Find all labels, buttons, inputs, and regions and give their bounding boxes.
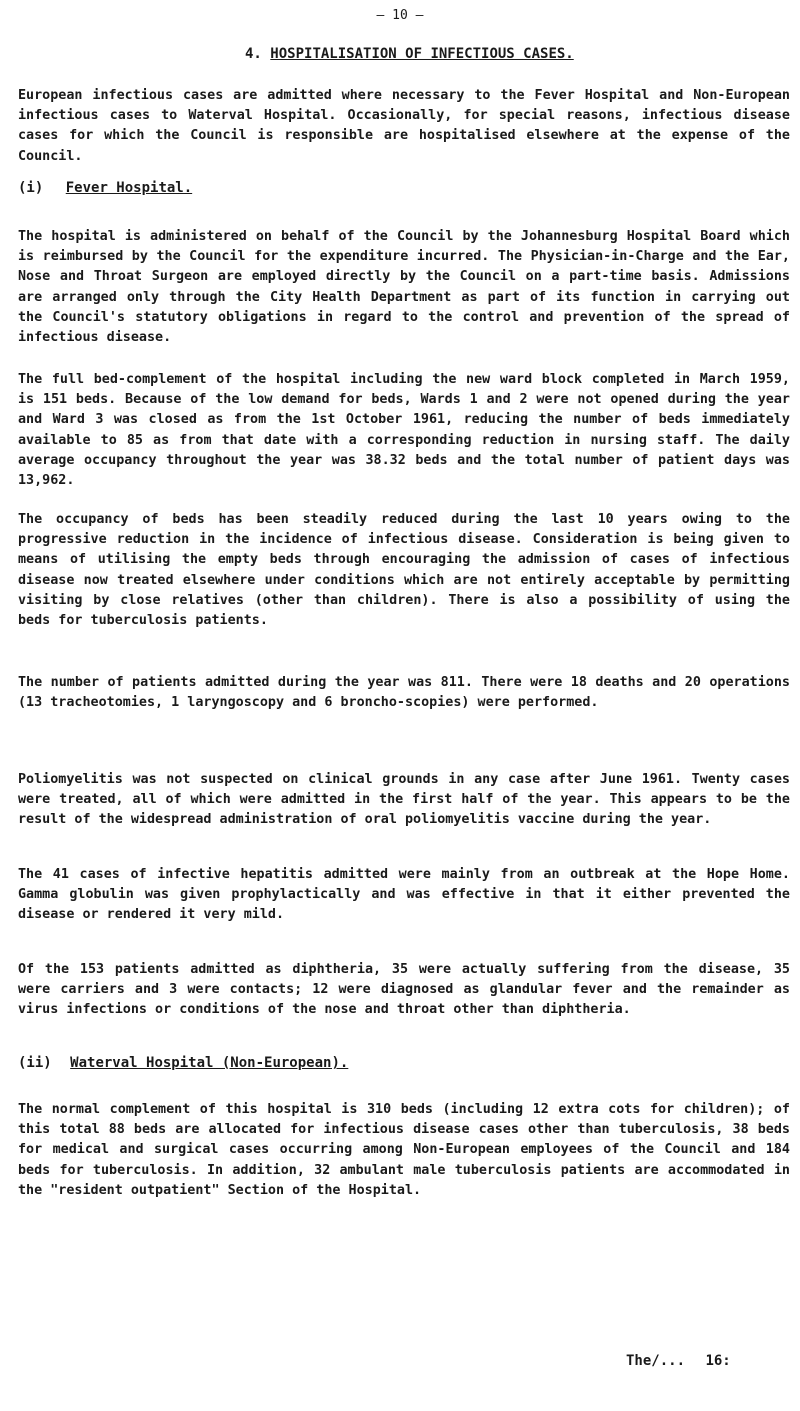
subsection-label: (i) <box>18 180 44 196</box>
page-footer <box>626 1353 731 1369</box>
page-number: – 10 – <box>376 8 424 23</box>
waterval-hospital-heading <box>18 1055 348 1071</box>
fever-paragraph-2: The full bed-complement of the hospital including the new ward block completed in March 1959, is 151 beds. Because of the low demand for beds, Wards 1 and 2 were not opened during the year and Ward 3 was closed as from the 1st October 1961, reducing the number of beds immediately available to 85 as from that date with a corresponding reduction in nursing staff. The daily average occupancy throughout the year was 38.32 beds and the total number of patient days was 13,962. <box>18 372 790 489</box>
section-heading <box>245 46 574 62</box>
fever-paragraph-1: The hospital is administered on behalf of the Council by the Johannesburg Hospital Board which is reimbursed by the Council for the expenditure incurred. The Physician-in-Charge and the Ear, Nose and Throat Surgeon are employed directly by the Council on a part-time basis. Admissions are arranged only through the City Health Department as part of its function in carrying out the Council's statutory obligations in regard to the control and prevention of the spread of infectious disease. <box>18 229 790 346</box>
subsection-title: Waterval Hospital (Non-European). <box>70 1055 349 1071</box>
fever-paragraph-4: The number of patients admitted during the year was 811. There were 18 deaths and 20 operations (13 tracheotomies, 1 laryngoscopy and 6 broncho-scopies) were performed. <box>18 675 790 711</box>
fever-paragraph-7: Of the 153 patients admitted as diphtheria, 35 were actually suffering from the disease, 35 were carriers and 3 were contacts; 12 were diagnosed as glandular fever and the remainder as virus infections or conditions of the nose and throat other than diphtheria. <box>18 962 790 1018</box>
fever-paragraph-3: The occupancy of beds has been steadily reduced during the last 10 years owing to the progressive reduction in the incidence of infectious disease. Consideration is being given to means of utilising the empty beds through encouraging the admission of cases of infectious disease now treated elsewhere under conditions which are not entirely acceptable by permitting visiting by close relatives (other than children). There is also a possibility of using the beds for tuberculosis patients. <box>18 512 790 629</box>
fever-hospital-heading <box>18 180 192 196</box>
subsection-label: (ii) <box>18 1055 52 1071</box>
continued-marker: The/... <box>626 1353 686 1369</box>
fever-paragraph-6: The 41 cases of infective hepatitis admitted were mainly from an outbreak at the Hope Home. Gamma globulin was given prophylactically and was effective in that it either prevented the disease or rendered it very mild. <box>18 867 790 923</box>
catch-number: 16: <box>705 1353 731 1369</box>
subsection-title: Fever Hospital. <box>65 180 193 196</box>
intro-paragraph: European infectious cases are admitted where necessary to the Fever Hospital and Non-European infectious cases to Waterval Hospital. Occasionally, for special reasons, infectious disease cases for which the Council is responsible are hospitalised elsewhere at the expense of the Council. <box>18 88 790 164</box>
waterval-paragraph-1: The normal complement of this hospital is 310 beds (including 12 extra cots for children); of this total 88 beds are allocated for infectious disease cases other than tuberculosis, 38 beds for medical and surgical cases occurring among Non-European employees of the Council and 184 beds for tuberculosis. In addition, 32 ambulant male tuberculosis patients are accommodated in the "resident outpatient" Section of the Hospital. <box>18 1102 790 1198</box>
section-title: HOSPITALISATION OF INFECTIOUS CASES. <box>270 46 574 62</box>
section-number: 4. <box>245 46 262 62</box>
fever-paragraph-5: Poliomyelitis was not suspected on clinical grounds in any case after June 1961. Twenty cases were treated, all of which were admitted in the first half of the year. This appears to be the result of the widespread administration of oral poliomyelitis vaccine during the year. <box>18 772 790 828</box>
